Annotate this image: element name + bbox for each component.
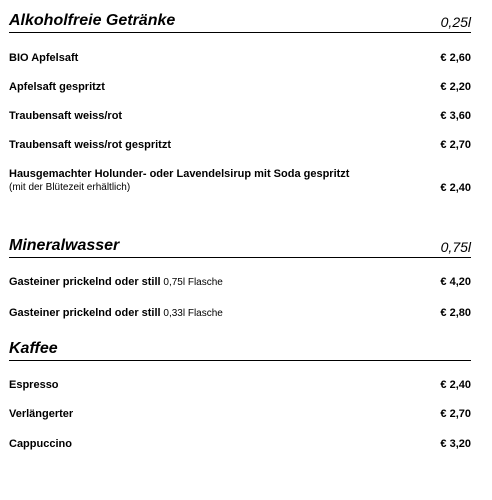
section-title: Mineralwasser — [9, 237, 120, 254]
item-detail: 0,75l Flasche — [160, 277, 223, 288]
section-header-mineralwasser — [9, 235, 471, 258]
item-name: Espresso — [9, 379, 59, 391]
item-price: € 2,70 — [440, 139, 471, 151]
item-name: Apfelsaft gespritzt — [9, 81, 105, 93]
item-name: Verlängerter — [9, 408, 74, 420]
item-name: BIO Apfelsaft — [9, 52, 79, 64]
section-size: 0,25l — [440, 14, 471, 30]
item-name: Traubensaft weiss/rot gespritzt — [9, 139, 171, 151]
item-price: € 2,20 — [440, 81, 471, 93]
menu-item — [9, 167, 471, 197]
section-title: Alkoholfreie Getränke — [9, 12, 176, 29]
section-title: Kaffee — [9, 340, 58, 357]
item-price: € 2,80 — [440, 307, 471, 319]
item-detail: 0,33l Flasche — [160, 308, 223, 319]
item-price: € 4,20 — [440, 276, 471, 288]
item-name: Gasteiner prickelnd oder still — [9, 276, 161, 288]
item-price: € 2,40 — [440, 182, 471, 194]
item-name: Cappuccino — [9, 438, 72, 450]
item-price: € 2,40 — [440, 379, 471, 391]
item-price: € 3,20 — [440, 438, 471, 450]
item-name: Hausgemachter Holunder- oder Lavendelsirup mit Soda gespritzt — [9, 168, 350, 180]
item-price: € 2,70 — [440, 408, 471, 420]
item-price: € 3,60 — [440, 110, 471, 122]
item-name: Gasteiner prickelnd oder still — [9, 307, 161, 319]
section-header-kaffee — [9, 338, 471, 361]
item-price: € 2,60 — [440, 52, 471, 64]
section-size: 0,75l — [440, 239, 471, 255]
section-header-alkoholfreie-getraenke — [9, 10, 471, 33]
item-name: Traubensaft weiss/rot — [9, 110, 123, 122]
item-note: (mit der Blütezeit erhältlich) — [9, 182, 131, 193]
